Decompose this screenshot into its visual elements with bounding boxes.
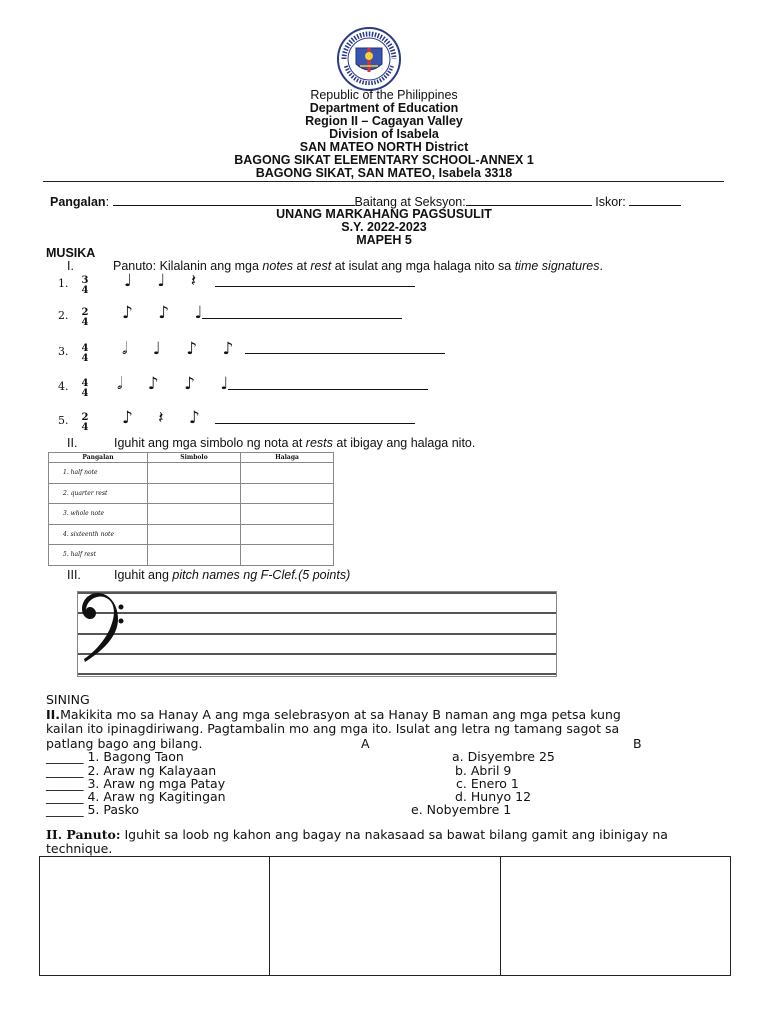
- score-label: Iskor:: [595, 195, 626, 209]
- school-year: S.Y. 2022-2023: [341, 220, 427, 234]
- sining-part-numeral: II.: [46, 707, 61, 722]
- header-division: Division of Isabela: [329, 127, 439, 141]
- item-3-time-signature: [80, 344, 90, 364]
- table-cell-name: 4. sixteenth note: [49, 524, 148, 545]
- part2-text-a: Iguhit ang mga simbolo ng nota at: [114, 436, 306, 450]
- sining-text-1: Makikita mo sa Hanay A ang mga selebrasyon at sa Hanay B naman ang mga petsa kung: [60, 707, 621, 722]
- table-cell-value[interactable]: [241, 463, 334, 484]
- item-5-number: 5.: [58, 414, 69, 427]
- drawing-box-1[interactable]: [40, 857, 270, 975]
- column-b-item: d. Hunyo 12: [455, 789, 532, 804]
- column-a-item: ______ 3. Araw ng mga Patay: [46, 776, 226, 791]
- table-header-simbolo: Simbolo: [148, 453, 241, 463]
- part1-text-d: .: [599, 259, 603, 273]
- item-1-notes: ♩ ♩ 𝄽: [124, 271, 207, 291]
- table-cell-value[interactable]: [241, 483, 334, 504]
- item-4-number: 4.: [58, 380, 69, 393]
- f-clef-staff[interactable]: [77, 591, 557, 677]
- item-5-time-signature: [80, 413, 90, 433]
- table-header-row: [49, 453, 334, 463]
- item-4-ts-top: 4: [81, 378, 89, 389]
- staff-line: [78, 612, 556, 614]
- item-3-answer-line[interactable]: [245, 353, 445, 354]
- table-row: [49, 463, 334, 484]
- staff-line: [78, 653, 556, 655]
- name-field[interactable]: [113, 194, 355, 206]
- name-label: Pangalan: [50, 195, 106, 209]
- item-1-answer-line[interactable]: [215, 286, 415, 287]
- item-2-ts-bottom: 4: [81, 317, 89, 328]
- item-4-notes: 𝅗𝅥 ♪ ♪ ♩: [117, 374, 239, 394]
- column-b-item: c. Enero 1: [456, 776, 519, 791]
- item-1-number: 1.: [58, 277, 69, 290]
- panuto-line-1: [46, 828, 736, 842]
- table-cell-symbol[interactable]: [148, 545, 241, 566]
- table-cell-symbol[interactable]: [148, 463, 241, 484]
- exam-title: UNANG MARKAHANG PAGSUSULIT: [276, 207, 492, 221]
- column-b-label: B: [633, 736, 642, 751]
- part1-text-notes: notes: [262, 259, 294, 273]
- item-5-ts-bottom: 4: [81, 422, 89, 433]
- drawing-box-3[interactable]: [501, 857, 730, 975]
- part2-text-rests: rests: [305, 436, 333, 450]
- column-a-item: ______ 4. Araw ng Kagitingan: [46, 789, 226, 804]
- item-2-time-signature: [80, 308, 90, 328]
- table-cell-symbol[interactable]: [148, 524, 241, 545]
- sining-line-1: [46, 708, 736, 722]
- item-2-number: 2.: [58, 309, 69, 322]
- f-clef-icon: [80, 593, 124, 665]
- header-department: Department of Education: [309, 101, 459, 115]
- item-2-notes: ♪ ♪ ♩: [122, 303, 213, 323]
- column-b-item: a. Disyembre 25: [452, 749, 555, 764]
- item-3-notes: 𝅗𝅥 ♩ ♪ ♪: [122, 339, 244, 359]
- panuto-text-1: Iguhit sa loob ng kahon ang bagay na nakasaad sa bawat bilang gamit ang ibinigay na: [120, 827, 668, 842]
- table-cell-value[interactable]: [241, 524, 334, 545]
- item-2-ts-top: 2: [81, 307, 89, 318]
- item-1-ts-bottom: 4: [81, 285, 89, 296]
- item-4-ts-bottom: 4: [81, 388, 89, 399]
- header-school: BAGONG SIKAT ELEMENTARY SCHOOL-ANNEX 1: [234, 153, 534, 167]
- staff-line: [78, 633, 556, 635]
- table-row: [49, 545, 334, 566]
- part2-instruction: [114, 436, 475, 450]
- part1-numeral: I.: [67, 259, 74, 273]
- part3-instruction: [114, 568, 350, 582]
- score-field[interactable]: [629, 194, 681, 206]
- sining-text-2: kailan ito ipinagdiriwang. Pagtambalin mo ang mga ito. Isulat ang letra ng tamang sagot sa: [46, 721, 620, 737]
- drawing-boxes: [39, 856, 731, 976]
- column-b-item: b. Abril 9: [455, 763, 512, 778]
- header-address: BAGONG SIKAT, SAN MATEO, Isabela 3318: [255, 166, 513, 180]
- part3-text-a: Iguhit ang: [114, 568, 173, 582]
- musika-heading: MUSIKA: [46, 246, 96, 260]
- deped-seal-logo: [336, 26, 402, 92]
- part2-numeral: II.: [67, 436, 78, 450]
- item-2-answer-line[interactable]: [202, 318, 402, 319]
- grade-label: Baitang at Seksyon:: [354, 195, 466, 209]
- panuto-text-2: technique.: [46, 841, 113, 857]
- notes-table: [48, 452, 334, 566]
- table-header-pangalan: Pangalan: [49, 453, 148, 463]
- panuto-bold: II. Panuto:: [46, 827, 121, 842]
- item-3-number: 3.: [58, 345, 69, 358]
- table-cell-name: 1. half note: [49, 463, 148, 484]
- staff-line: [78, 673, 556, 675]
- table-cell-name: 2. quarter rest: [49, 483, 148, 504]
- table-cell-value[interactable]: [241, 504, 334, 525]
- part1-text-c: at isulat ang mga halaga nito sa: [331, 259, 515, 273]
- column-a-label: A: [361, 736, 370, 751]
- item-4-answer-line[interactable]: [228, 389, 428, 390]
- sining-text-3: patlang bago ang bilang.: [46, 735, 203, 751]
- subject-title: MAPEH 5: [356, 233, 412, 247]
- part2-text-b: at ibigay ang halaga nito.: [332, 436, 476, 450]
- staff-line: [78, 592, 556, 594]
- header-district: SAN MATEO NORTH District: [299, 140, 469, 154]
- item-5-answer-line[interactable]: [215, 423, 415, 424]
- grade-field[interactable]: [466, 194, 592, 206]
- header-republic: Republic of the Philippines: [310, 88, 458, 102]
- drawing-box-2[interactable]: [270, 857, 500, 975]
- item-1-time-signature: [80, 276, 90, 296]
- table-row: [49, 524, 334, 545]
- column-b-item: e. Nobyembre 1: [411, 802, 512, 817]
- table-cell-symbol[interactable]: [148, 504, 241, 525]
- table-cell-value[interactable]: [241, 545, 334, 566]
- panuto-instruction: [46, 828, 736, 857]
- table-header-halaga: Halaga: [241, 453, 334, 463]
- table-row: [49, 504, 334, 525]
- part1-text-b: at: [293, 259, 311, 273]
- table-cell-symbol[interactable]: [148, 483, 241, 504]
- column-a-item: ______ 1. Bagong Taon: [46, 749, 184, 764]
- item-3-ts-top: 4: [81, 343, 89, 354]
- item-4-time-signature: [80, 379, 90, 399]
- part1-text-rest: rest: [310, 259, 332, 273]
- item-1-ts-top: 3: [81, 275, 89, 286]
- column-a-item: ______ 2. Araw ng Kalayaan: [46, 763, 217, 778]
- part3-text-b: pitch names ng F-Clef.(5 points): [172, 568, 351, 582]
- column-a-item: ______ 5. Pasko: [46, 802, 139, 817]
- table-cell-name: 3. whole note: [49, 504, 148, 525]
- table-cell-name: 5. half rest: [49, 545, 148, 566]
- part1-text-a: Panuto: Kilalanin ang mga: [113, 259, 263, 273]
- item-3-ts-bottom: 4: [81, 353, 89, 364]
- part1-text-ts: time signatures: [514, 259, 600, 273]
- sining-heading: SINING: [46, 692, 90, 707]
- part3-numeral: III.: [67, 568, 81, 582]
- name-colon: :: [105, 195, 110, 209]
- header-divider: [43, 181, 724, 182]
- table-row: [49, 483, 334, 504]
- header-region: Region II – Cagayan Valley: [305, 114, 463, 128]
- item-5-notes: ♪ 𝄽 ♪: [122, 408, 210, 428]
- item-5-ts-top: 2: [81, 412, 89, 423]
